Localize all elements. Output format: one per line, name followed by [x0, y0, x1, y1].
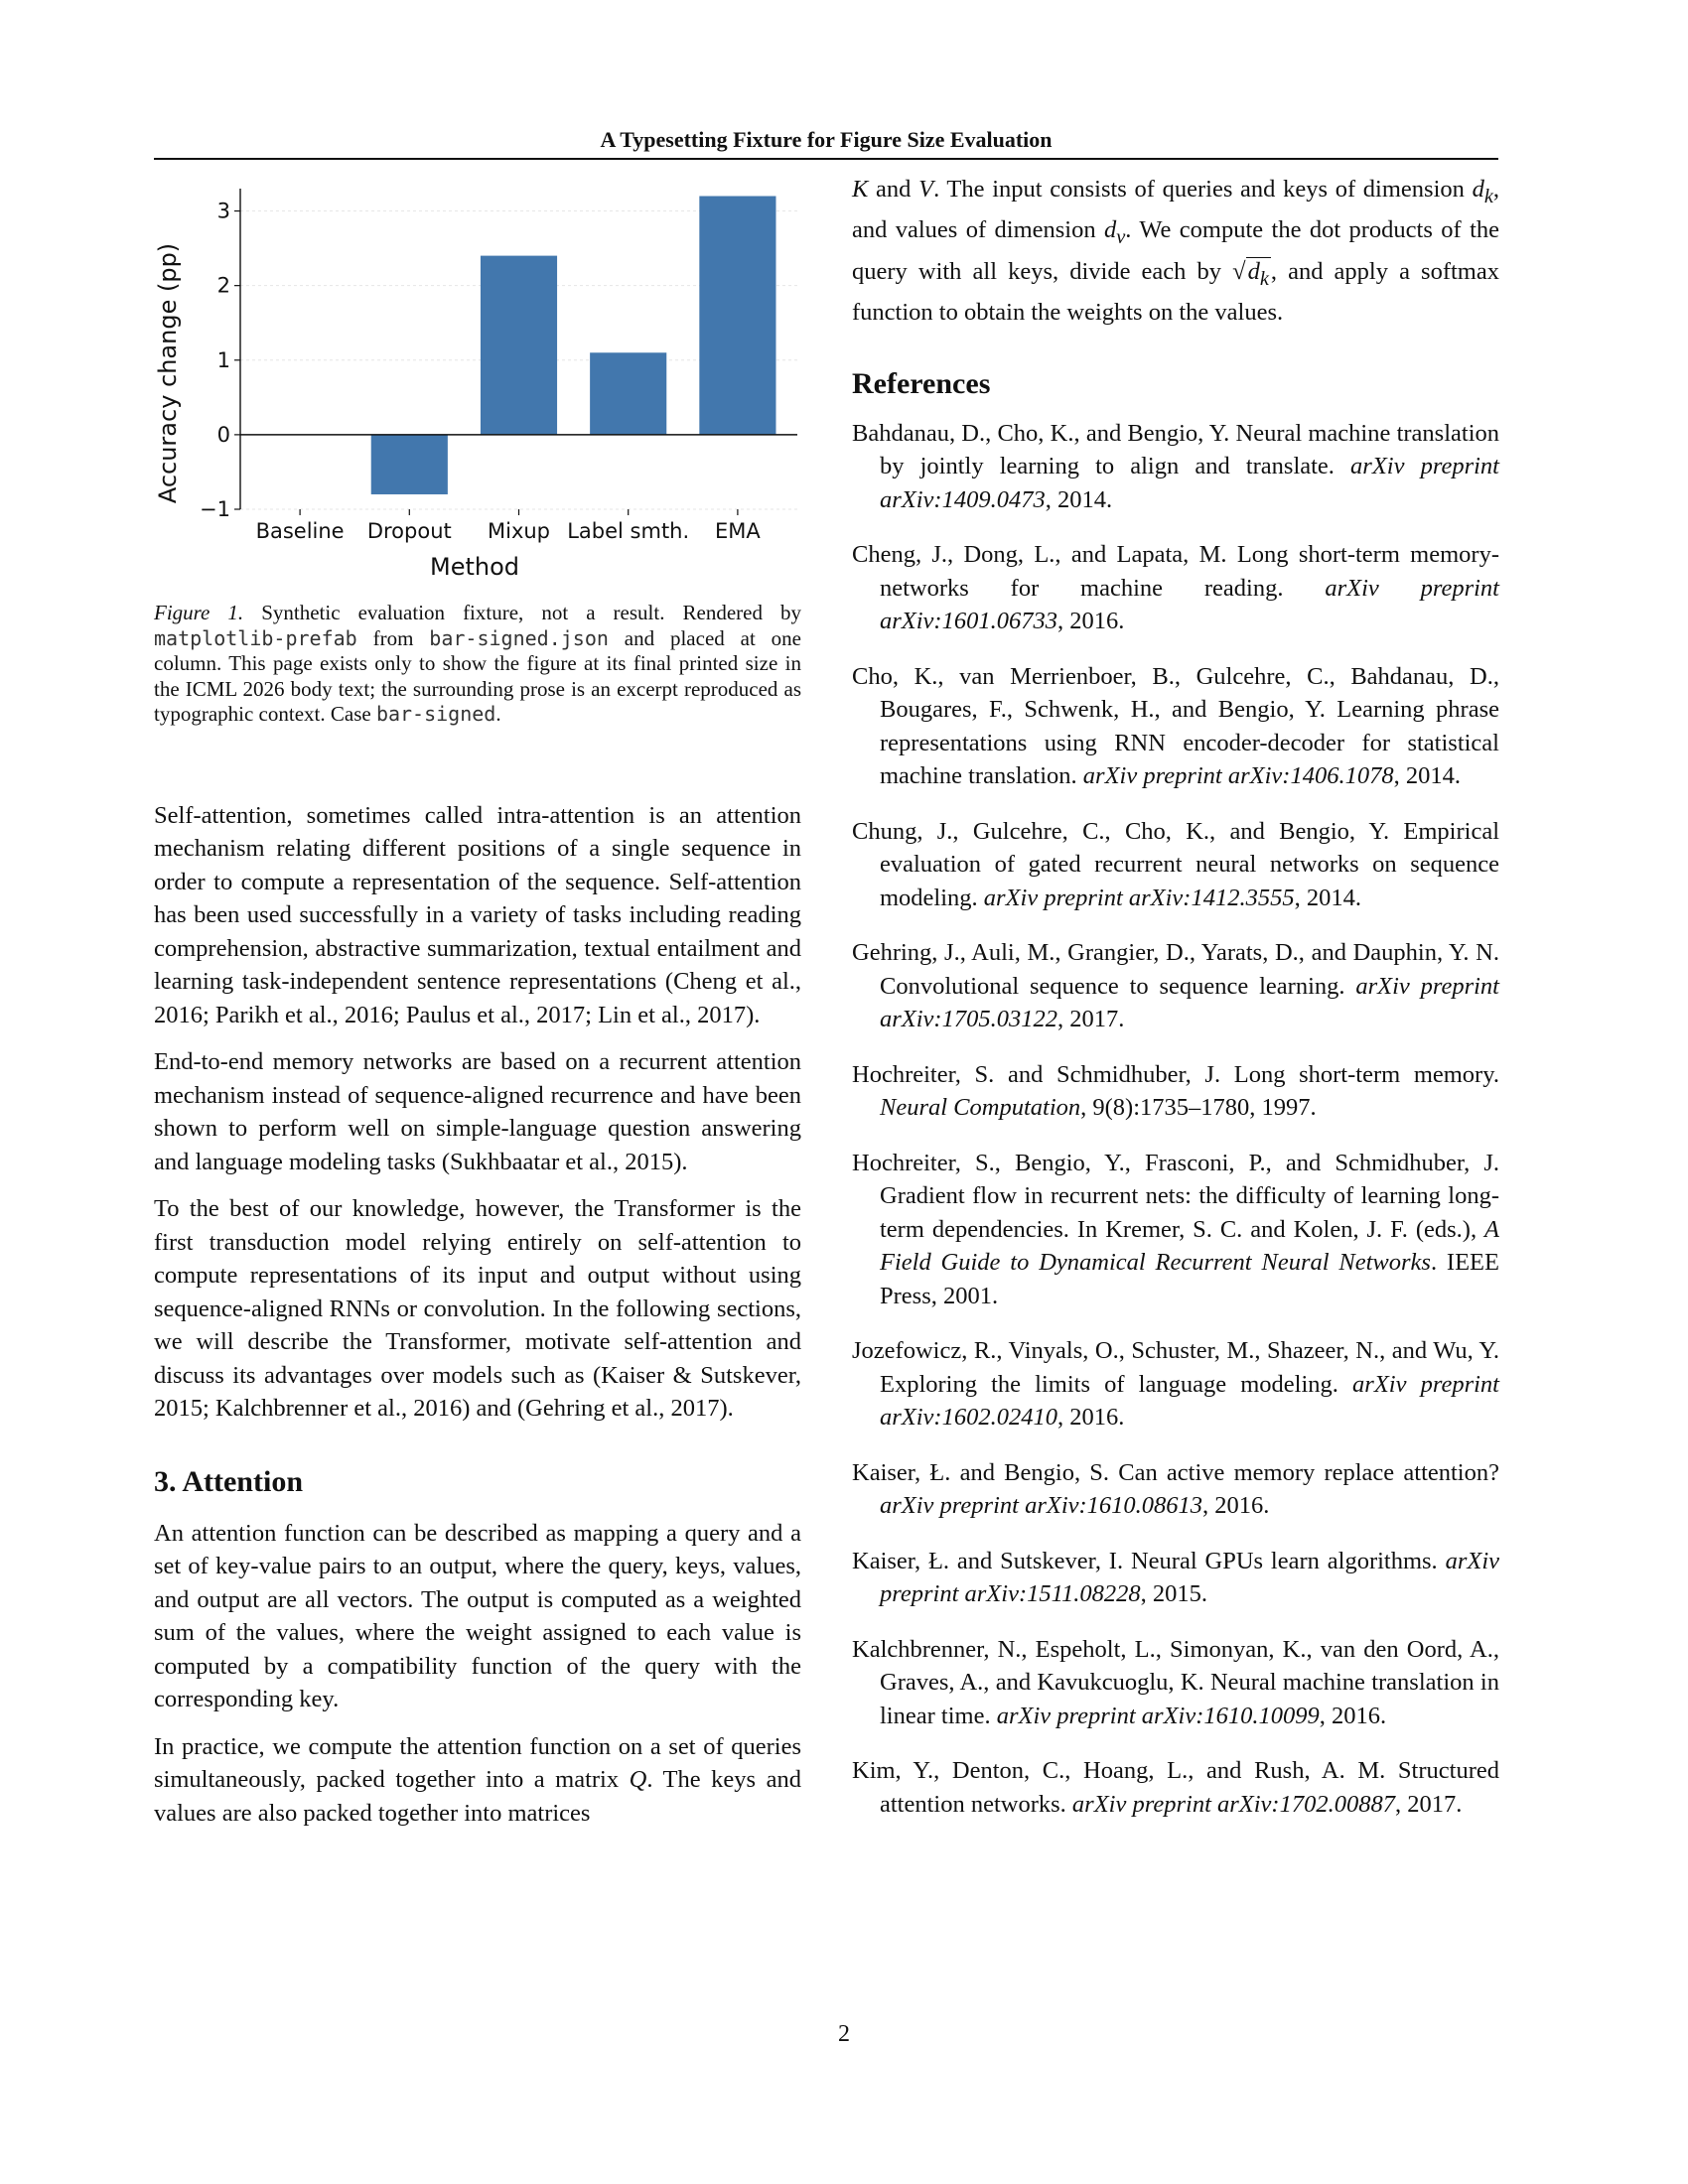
reference-item: [852, 417, 1499, 517]
ref-venue: arXiv preprint arXiv:1602.02410: [880, 1370, 1499, 1432]
ref-year: , 2016.: [1056, 1404, 1125, 1432]
ref-venue: A Field Guide to Dynamical Recurrent Neural Networks: [880, 1215, 1499, 1277]
caption-code-3: bar-signed: [375, 702, 496, 726]
bar-dropout: [371, 435, 448, 494]
ref-venue: arXiv preprint arXiv:1702.00887: [1071, 1790, 1395, 1818]
ref-venue: arXiv preprint arXiv:1610.08613: [880, 1492, 1203, 1520]
caption-text-4: .: [495, 702, 501, 726]
section-heading-attention: 3. Attention: [154, 1464, 303, 1498]
references-list: [852, 417, 1499, 1822]
running-title: A Typesetting Fixture for Figure Size Evaluation: [154, 127, 1498, 160]
caption-code-2: bar-signed.json: [429, 625, 609, 650]
ref-authors-title: Hochreiter, S. and Schmidhuber, J. Long short-term memory.: [852, 1060, 1499, 1088]
ref-year: , 2016.: [1056, 608, 1125, 635]
ref-authors-title: Kim, Y., Denton, C., Hoang, L., and Rush, A. M. Structured attention networks.: [852, 1757, 1499, 1818]
ref-year: , 2016.: [1202, 1492, 1270, 1520]
figure-1-caption: [154, 601, 801, 728]
ref-authors-title: Jozefowicz, R., Vinyals, O., Schuster, M., Shazeer, N., and Wu, Y. Exploring the limits of language modeling.: [852, 1337, 1499, 1398]
ref-year: , 2014.: [1045, 485, 1113, 513]
y-tick-label: 2: [216, 273, 230, 298]
right-text-4: . We compute the dot products of the query with all keys, divide each by: [852, 216, 1499, 285]
ref-venue: arXiv preprint arXiv:1601.06733: [880, 574, 1499, 635]
body-paragraph-1: Self-attention, sometimes called intra-attention is an attention mechanism relating different positions of a single sequence in order to compute a representation of the sequence. Self-attention has been used successfully in a variety of tasks including reading comprehension, abstractive summarization, textual entailment and learning task-independent sentence representations (Cheng et al., 2016; Parikh et al., 2016; Paulus et al., 2017; Lin et al., 2017).: [154, 801, 801, 1028]
figure-label: Figure 1.: [154, 601, 244, 624]
bar-label-smth: [590, 352, 666, 435]
math-V: V: [918, 176, 934, 203]
reference-item: [852, 815, 1499, 915]
math-dk-sub: k: [1483, 185, 1493, 207]
page-number: 2: [838, 2021, 850, 2047]
caption-code-1: matplotlib-prefab: [154, 625, 357, 650]
ref-venue: arXiv preprint arXiv:1412.3555: [983, 884, 1295, 911]
reference-item: [852, 936, 1499, 1036]
y-tick-label: −1: [200, 497, 230, 521]
reference-item: [852, 660, 1499, 793]
reference-item: [852, 1147, 1499, 1313]
reference-item: [852, 1633, 1499, 1733]
sqrt-sub: k: [1259, 267, 1269, 290]
right-column: [852, 176, 1500, 1843]
math-dk: d: [1472, 176, 1484, 203]
ref-authors-title: Hochreiter, S., Bengio, Y., Frasconi, P., and Schmidhuber, J. Gradient flow in recurrent nets: the difficulty of learning long-term dependencies. In Kremer, S. C. and Kolen, J. F. (eds.),: [852, 1149, 1499, 1243]
ref-year: . IEEE Press, 2001.: [880, 1249, 1499, 1309]
para-5-end: . The keys and values are also packed together into matrices: [154, 1766, 801, 1827]
ref-authors-title: Bahdanau, D., Cho, K., and Bengio, Y. Neural machine translation by jointly learning to align and translate.: [852, 419, 1499, 480]
caption-text-2: from: [356, 625, 430, 650]
ref-authors-title: Chung, J., Gulcehre, C., Cho, K., and Bengio, Y. Empirical evaluation of gated recurrent neural networks on sequence modeling.: [852, 817, 1499, 911]
ref-year: , 2016.: [1319, 1702, 1387, 1729]
caption-text-1: Synthetic evaluation fixture, not a result. Rendered by: [243, 601, 801, 624]
bar-mixup: [481, 256, 557, 435]
right-text-3: , and values of dimension: [852, 176, 1500, 244]
math-dv: d: [1103, 216, 1117, 244]
right-body-paragraph: [852, 173, 1499, 330]
body-paragraph-3: To the best of our knowledge, however, the Transformer is the first transduction model relying entirely on self-attention to compute representations of its input and output without using sequence-aligned RNNs or convolution. In the following sections, we will describe the Transformer, motivate self-attention and discuss its advantages over models such as (Kaiser & Sutskever, 2015; Kalchbrenner et al., 2016) and (Gehring et al., 2017).: [154, 1195, 801, 1422]
figure-1-chart: [154, 181, 801, 593]
ref-venue: arXiv preprint arXiv:1409.0473: [880, 453, 1499, 513]
bar-ema: [699, 197, 775, 435]
y-tick-label: 0: [216, 422, 230, 447]
ref-authors-title: Kaiser, Ł. and Sutskever, I. Neural GPUs learn algorithms.: [852, 1547, 1446, 1574]
body-paragraph-2: End-to-end memory networks are based on a recurrent attention mechanism instead of sequence-aligned recurrence and have been shown to perform well on simple-language question answering and language modeling tasks (Sukhbaatar et al., 2015).: [154, 1048, 801, 1175]
reference-item: [852, 1754, 1499, 1821]
reference-item: [852, 1058, 1499, 1125]
ref-venue: arXiv preprint arXiv:1610.10099: [996, 1702, 1320, 1729]
x-tick-label: EMA: [715, 519, 761, 543]
math-K: K: [852, 176, 869, 203]
bar-chart-svg: [154, 181, 801, 593]
body-paragraph-5: [154, 1730, 801, 1831]
x-tick-label: Label smth.: [567, 519, 690, 543]
right-text-1: and: [868, 176, 919, 203]
sqrt-symbol: √: [1232, 257, 1246, 285]
para-5-text: In practice, we compute the attention function on a set of queries simultaneously, packed together into a matrix: [154, 1732, 801, 1793]
x-axis-label: Method: [429, 553, 520, 581]
y-tick-label: 1: [216, 347, 230, 372]
ref-authors-title: Kaiser, Ł. and Bengio, S. Can active memory replace attention?: [852, 1458, 1499, 1486]
reference-item: [852, 1545, 1499, 1611]
ref-year: , 2017.: [1394, 1790, 1463, 1818]
x-tick-label: Dropout: [366, 519, 452, 543]
ref-year: , 2017.: [1056, 1006, 1125, 1033]
ref-year: , 2015.: [1140, 1580, 1208, 1608]
bars: [371, 197, 776, 494]
math-dv-sub: v: [1116, 226, 1126, 249]
reference-item: [852, 1334, 1499, 1434]
ref-year: , 2014.: [1393, 762, 1461, 790]
x-tick-label: Baseline: [255, 519, 345, 543]
left-column: [154, 181, 801, 1843]
x-tick-label: Mixup: [487, 519, 551, 543]
sqrt-body: [1246, 257, 1271, 290]
tick-labels: [200, 200, 761, 543]
ref-authors-title: Cho, K., van Merrienboer, B., Gulcehre, C., Bahdanau, D., Bougares, F., Schwenk, H., and Bengio, Y. Learning phrase representations using RNN encoder-decoder for statistical machine translation.: [852, 662, 1499, 790]
body-paragraph-4: An attention function can be described as mapping a query and a set of key-value pairs to an output, where the query, keys, values, and output are all vectors. The output is computed as a weighted sum of the values, where the weight assigned to each value is computed by a compatibility function of the query with the corresponding key.: [154, 1519, 801, 1712]
ref-authors-title: Gehring, J., Auli, M., Grangier, D., Yarats, D., and Dauphin, Y. N. Convolutional sequence to sequence learning.: [852, 939, 1499, 1000]
y-tick-label: 3: [216, 199, 230, 223]
ref-authors-title: Cheng, J., Dong, L., and Lapata, M. Long short-term memory-networks for machine reading.: [852, 541, 1499, 602]
ref-year: , 9(8):1735–1780, 1997.: [1080, 1094, 1317, 1122]
right-text-2: . The input consists of queries and keys of dimension: [933, 176, 1473, 203]
right-text-5: , and apply a softmax function to obtain the weights on the values.: [852, 257, 1499, 327]
math-Q: Q: [629, 1766, 647, 1793]
y-axis-label: Accuracy change (pp): [154, 242, 182, 504]
ref-authors-title: Kalchbrenner, N., Espeholt, L., Simonyan, K., van den Oord, A., Graves, A., and Kavukcuoglu, K. Neural machine translation in linear time.: [852, 1635, 1499, 1729]
reference-item: [852, 538, 1499, 638]
caption-text-3: and placed at one column. This page exists only to show the figure at its final printed size in the ICML 2026 body text; the surrounding prose is an excerpt reproduced as typographic context. Case: [154, 625, 801, 726]
ref-venue: Neural Computation: [880, 1094, 1081, 1122]
ref-year: , 2014.: [1294, 884, 1361, 911]
references-heading: References: [852, 366, 991, 400]
ref-venue: arXiv preprint arXiv:1406.1078: [1082, 762, 1394, 790]
ref-venue: arXiv preprint arXiv:1511.08228: [880, 1547, 1499, 1608]
reference-item: [852, 1456, 1499, 1523]
sqrt-d: d: [1247, 257, 1260, 285]
ref-venue: arXiv preprint arXiv:1705.03122: [880, 972, 1499, 1033]
